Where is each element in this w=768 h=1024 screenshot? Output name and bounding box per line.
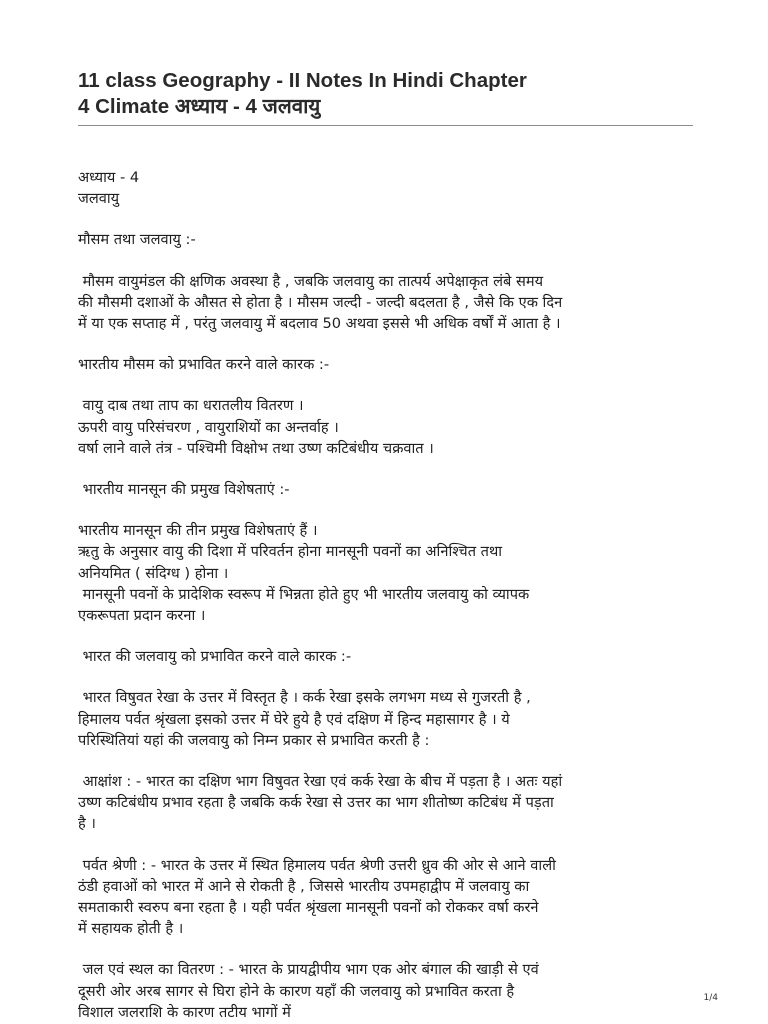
text-line: में सहायक होती है । xyxy=(78,920,184,938)
paragraph-gap xyxy=(78,939,703,959)
text-line: जलवायु xyxy=(78,190,120,208)
title-line-1: 11 class Geography - II Notes In Hindi Chapter xyxy=(78,69,527,92)
paragraph-gap xyxy=(78,375,703,395)
paragraph-gap xyxy=(78,751,703,771)
text-line: भारतीय मौसम को प्रभावित करने वाले कारक :- xyxy=(78,356,330,374)
text-line: अध्याय - 4 xyxy=(78,169,140,186)
cut-off-line: विशाल जलराशि के कारण तटीय भागों में xyxy=(78,1003,291,1021)
text-line: में या एक सप्ताह में , परंतु जलवायु में बदलाव 50 अथवा इससे भी अधिक वर्षों में आता है । xyxy=(78,315,561,333)
document-body xyxy=(78,167,703,1021)
paragraph-gap xyxy=(78,209,703,229)
text-line: भारतीय मानसून की प्रमुख विशेषताएं :- xyxy=(78,481,290,499)
title-divider xyxy=(78,125,693,126)
text-line: ऊपरी वायु परिसंचरण , वायुराशियों का अन्तर्वाह । xyxy=(78,418,339,436)
text-line: भारत की जलवायु को प्रभावित करने वाले कारक :- xyxy=(78,648,352,666)
text-line: परिस्थितियां यहां की जलवायु को निम्न प्रकार से प्रभावित करती है : xyxy=(78,731,430,749)
text-line: जल एवं स्थल का वितरण : - भारत के प्रायद्वीपीय भाग एक ओर बंगाल की खाड़ी से एवं xyxy=(78,961,539,979)
text-line: की मौसमी दशाओं के औसत से होता है । मौसम जल्दी - जल्दी बदलता है , जैसे कि एक दिन xyxy=(78,293,563,311)
text-line: मौसम तथा जलवायु :- xyxy=(78,231,196,249)
text-line: ऋतु के अनुसार वायु की दिशा में परिवर्तन होना मानसूनी पवनों का अनिश्चित तथा xyxy=(78,543,503,561)
title-line-2: 4 Climate अध्याय - 4 जलवायु xyxy=(78,95,321,118)
paragraph-gap xyxy=(78,251,703,271)
paragraph-gap xyxy=(78,334,703,354)
text-line: वर्षा लाने वाले तंत्र - पश्चिमी विक्षोभ तथा उष्ण कटिबंधीय चक्रवात । xyxy=(78,439,434,457)
page-number: 1/4 xyxy=(703,993,718,1003)
text-line: समताकारी स्वरुप बना रहता है । यही पर्वत श्रृंखला मानसूनी पवनों को रोककर वर्षा करने xyxy=(78,899,539,917)
text-line: ठंडी हवाओं को भारत में आने से रोकती है , जिससे भारतीय उपमहाद्वीप में जलवायु का xyxy=(78,877,530,895)
paragraph-gap xyxy=(78,500,703,520)
text-line: आक्षांश : - भारत का दक्षिण भाग विषुवत रेखा एवं कर्क रेखा के बीच में पड़ता है । अतः यहां xyxy=(78,773,563,791)
text-line: भारत विषुवत रेखा के उत्तर में विस्तृत है । कर्क रेखा इसके लगभग मध्य से गुजरती है , xyxy=(78,689,531,707)
paragraph-gap xyxy=(78,626,703,646)
paragraph-gap xyxy=(78,835,703,855)
text-line: हिमालय पर्वत श्रृंखला इसको उत्तर में घेरे हुये है एवं दक्षिण में हिन्द महासागर है । ये xyxy=(78,710,510,728)
text-line: अनियमित ( संदिग्ध ) होना । xyxy=(78,564,229,582)
text-line: उष्ण कटिबंधीय प्रभाव रहता है जबकि कर्क रेखा से उत्तर का भाग शीतोष्ण कटिबंध में पड़ता xyxy=(78,794,554,812)
paragraph-gap xyxy=(78,667,703,687)
text-line: एकरूपता प्रदान करना । xyxy=(78,607,206,625)
text-line: पर्वत श्रेणी : - भारत के उत्तर में स्थित हिमालय पर्वत श्रेणी उत्तरी ध्रुव की ओर से आने वाली xyxy=(78,856,556,874)
text-line: मानसूनी पवनों के प्रादेशिक स्वरूप में भिन्नता होते हुए भी भारतीय जलवायु को व्यापक xyxy=(78,585,530,603)
text-line: वायु दाब तथा ताप का धरातलीय वितरण । xyxy=(78,397,304,415)
text-line: मौसम वायुमंडल की क्षणिक अवस्था है , जबकि जलवायु का तात्पर्य अपेक्षाकृत लंबे समय xyxy=(78,272,544,290)
text-line: है । xyxy=(78,815,96,833)
text-line: दूसरी ओर अरब सागर से घिरा होने के कारण यहाँ की जलवायु को प्रभावित करता है xyxy=(78,982,515,1000)
paragraph-gap xyxy=(78,459,703,479)
text-line: भारतीय मानसून की तीन प्रमुख विशेषताएं हैं । xyxy=(78,522,318,540)
document-title xyxy=(78,68,698,120)
